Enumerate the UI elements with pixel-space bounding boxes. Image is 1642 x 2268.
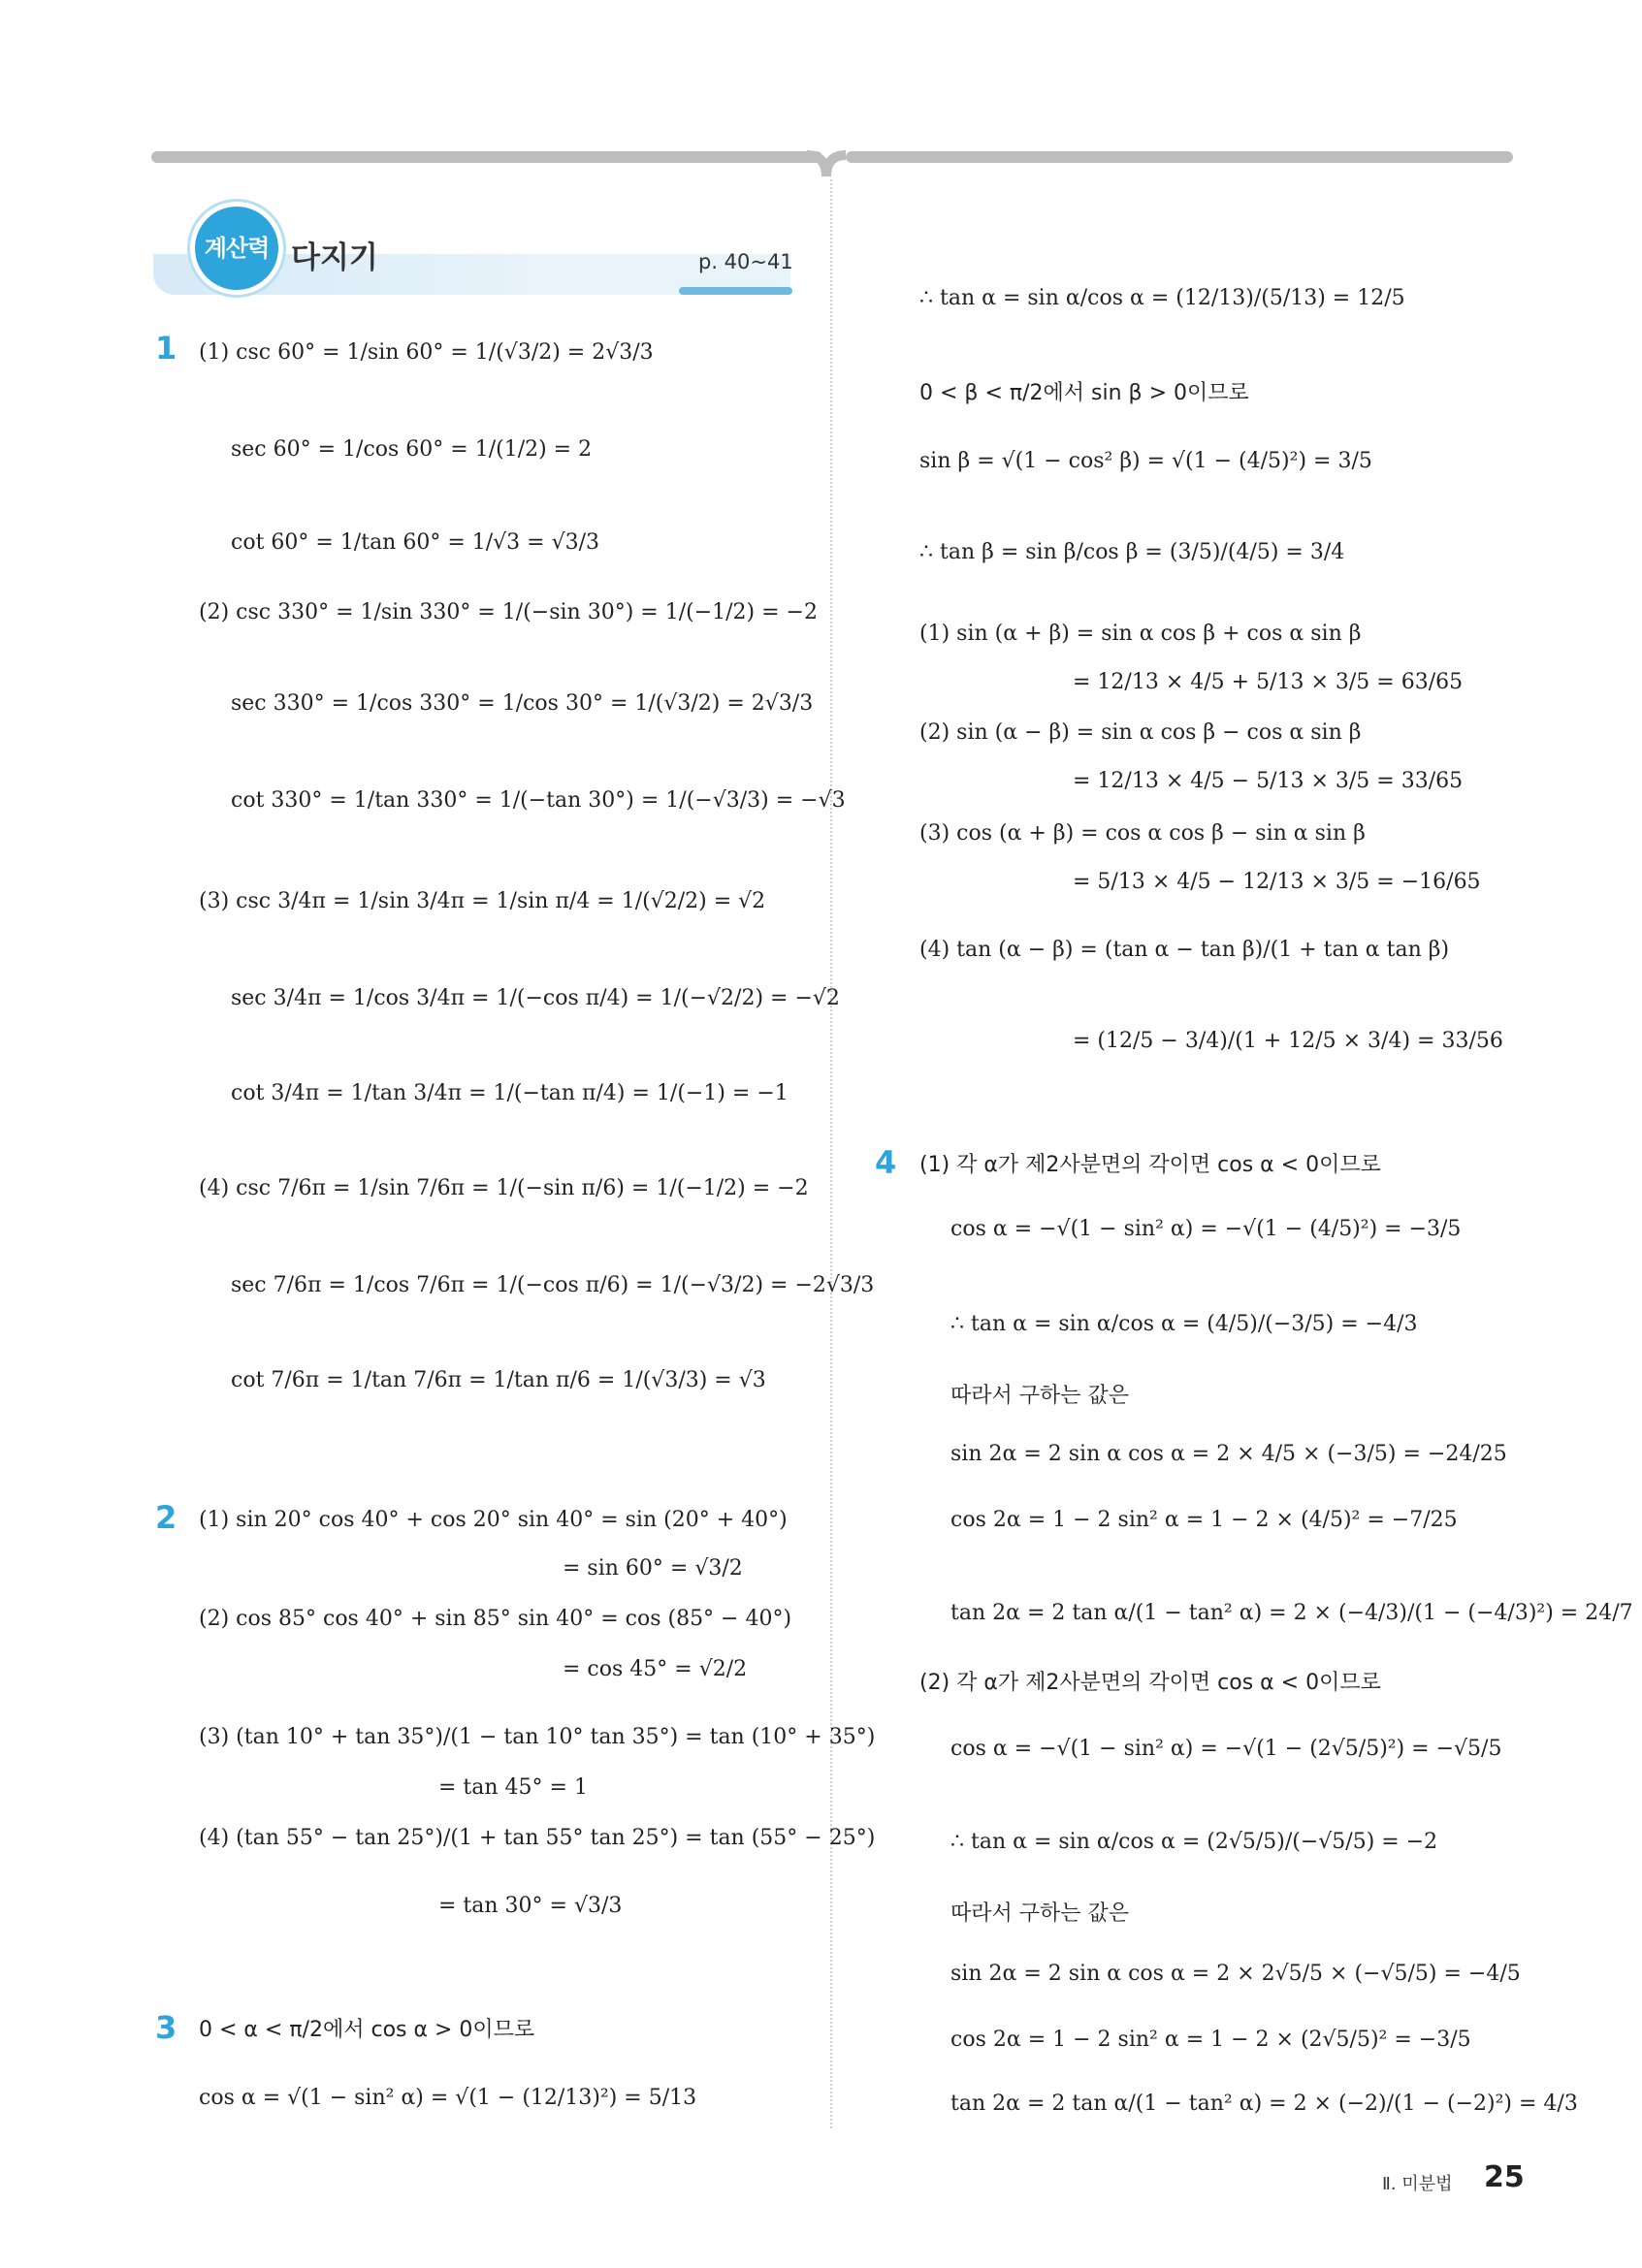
solution-line: = 5/13 × 4/5 − 12/13 × 3/5 = −16/65 — [1073, 870, 1481, 894]
solution-line: = 12/13 × 4/5 + 5/13 × 3/5 = 63/65 — [1073, 670, 1464, 694]
solution-line: cot 3/4π = 1/tan 3/4π = 1/(−tan π/4) = 1/(−1) = −1 — [231, 1081, 789, 1105]
solution-line: cot 60° = 1/tan 60° = 1/√3 = √3/3 — [231, 530, 600, 555]
problem-number: 4 — [875, 1144, 897, 1181]
solution-line: (2) sin (α − β) = sin α cos β − cos α sin β — [919, 720, 1362, 745]
solution-line: (4) tan (α − β) = (tan α − tan β)/(1 + tan α tan β) — [919, 938, 1450, 962]
solution-line: cos 2α = 1 − 2 sin² α = 1 − 2 × (4/5)² = −7/25 — [950, 1508, 1458, 1532]
top-rule-right — [846, 151, 1513, 163]
solution-line: (3) (tan 10° + tan 35°)/(1 − tan 10° tan 35°) = tan (10° + 35°) — [199, 1725, 876, 1749]
solution-line: sec 3/4π = 1/cos 3/4π = 1/(−cos π/4) = 1/(−√2/2) = −√2 — [231, 986, 840, 1010]
top-rule-left — [151, 151, 822, 163]
solution-line: = tan 30° = √3/3 — [438, 1894, 623, 1918]
solution-line: (1) sin 20° cos 40° + cos 20° sin 40° = sin (20° + 40°) — [199, 1508, 788, 1532]
solution-line: sin β = √(1 − cos² β) = √(1 − (4/5)²) = 3/5 — [919, 449, 1372, 473]
solution-line: 0 < α < π/2에서 cos α > 0이므로 — [199, 2018, 535, 2042]
problem-number: 3 — [155, 2009, 177, 2046]
solution-line: (4) (tan 55° − tan 25°)/(1 + tan 55° tan 25°) = tan (55° − 25°) — [199, 1826, 876, 1850]
solution-line: 0 < β < π/2에서 sin β > 0이므로 — [919, 381, 1249, 405]
problem-number: 2 — [155, 1499, 177, 1536]
solution-line: (1) sin (α + β) = sin α cos β + cos α sin β — [919, 622, 1362, 646]
solution-line: cos α = −√(1 − sin² α) = −√(1 − (4/5)²) = −3/5 — [950, 1217, 1462, 1241]
solution-line: cos 2α = 1 − 2 sin² α = 1 − 2 × (2√5/5)² = −3/5 — [950, 2028, 1471, 2052]
solution-line: tan 2α = 2 tan α/(1 − tan² α) = 2 × (−4/3)/(1 − (−4/3)²) = 24/7 — [950, 1601, 1633, 1625]
solution-line: cos α = √(1 − sin² α) = √(1 − (12/13)²) = 5/13 — [199, 2086, 697, 2110]
solution-line: (2) cos 85° cos 40° + sin 85° sin 40° = cos (85° − 40°) — [199, 1607, 792, 1631]
solution-line: sec 330° = 1/cos 330° = 1/cos 30° = 1/(√3/2) = 2√3/3 — [231, 691, 814, 716]
binding-notch — [807, 142, 846, 180]
section-title: 다지기 — [291, 240, 378, 275]
solution-line: = tan 45° = 1 — [438, 1775, 588, 1800]
problem-number: 1 — [155, 330, 177, 367]
solution-line: (2) 각 α가 제2사분면의 각이면 cos α < 0이므로 — [919, 1671, 1381, 1695]
solution-line: sec 7/6π = 1/cos 7/6π = 1/(−cos π/6) = 1/(−√3/2) = −2√3/3 — [231, 1273, 875, 1297]
solution-line: sec 60° = 1/cos 60° = 1/(1/2) = 2 — [231, 437, 593, 462]
page-number: 25 — [1484, 2160, 1525, 2194]
page-reference: p. 40~41 — [698, 250, 793, 273]
solution-line: (3) cos (α + β) = cos α cos β − sin α sin β — [919, 821, 1366, 846]
solution-line: = sin 60° = √3/2 — [563, 1556, 743, 1581]
solution-line: (2) csc 330° = 1/sin 330° = 1/(−sin 30°) = 1/(−1/2) = −2 — [199, 600, 818, 624]
solution-line: sin 2α = 2 sin α cos α = 2 × 4/5 × (−3/5) = −24/25 — [950, 1442, 1507, 1466]
solution-line: cos α = −√(1 − sin² α) = −√(1 − (2√5/5)²) = −√5/5 — [950, 1737, 1502, 1761]
footer-section: Ⅱ. 미분법 — [1382, 2174, 1453, 2194]
solution-line: ∴ tan α = sin α/cos α = (2√5/5)/(−√5/5) = −2 — [950, 1830, 1438, 1854]
solution-line: sin 2α = 2 sin α cos α = 2 × 2√5/5 × (−√5/5) = −4/5 — [950, 1962, 1521, 1986]
solution-line: = 12/13 × 4/5 − 5/13 × 3/5 = 33/65 — [1073, 769, 1464, 793]
solution-line: (3) csc 3/4π = 1/sin 3/4π = 1/sin π/4 = 1/(√2/2) = √2 — [199, 889, 766, 913]
solution-line: 따라서 구하는 값은 — [950, 1384, 1130, 1408]
solution-line: 따라서 구하는 값은 — [950, 1901, 1130, 1926]
solution-line: = (12/5 − 3/4)/(1 + 12/5 × 3/4) = 33/56 — [1073, 1029, 1503, 1053]
solution-line: ∴ tan β = sin β/cos β = (3/5)/(4/5) = 3/4 — [919, 540, 1345, 564]
solution-line: tan 2α = 2 tan α/(1 − tan² α) = 2 × (−2)/(1 − (−2)²) = 4/3 — [950, 2092, 1578, 2116]
section-badge: 계산력 — [190, 202, 283, 295]
solution-line: cot 7/6π = 1/tan 7/6π = 1/tan π/6 = 1/(√3/3) = √3 — [231, 1368, 766, 1392]
solution-line: (4) csc 7/6π = 1/sin 7/6π = 1/(−sin π/6) = 1/(−1/2) = −2 — [199, 1176, 809, 1200]
solution-line: = cos 45° = √2/2 — [563, 1657, 748, 1681]
solution-line: ∴ tan α = sin α/cos α = (12/13)/(5/13) = 12/5 — [919, 286, 1405, 310]
solution-line: (1) 각 α가 제2사분면의 각이면 cos α < 0이므로 — [919, 1153, 1381, 1177]
solution-line: cot 330° = 1/tan 330° = 1/(−tan 30°) = 1/(−√3/3) = −√3 — [231, 788, 846, 813]
solution-line: (1) csc 60° = 1/sin 60° = 1/(√3/2) = 2√3/3 — [199, 340, 654, 365]
section-header-accent — [679, 287, 792, 295]
solution-line: ∴ tan α = sin α/cos α = (4/5)/(−3/5) = −4/3 — [950, 1312, 1418, 1336]
